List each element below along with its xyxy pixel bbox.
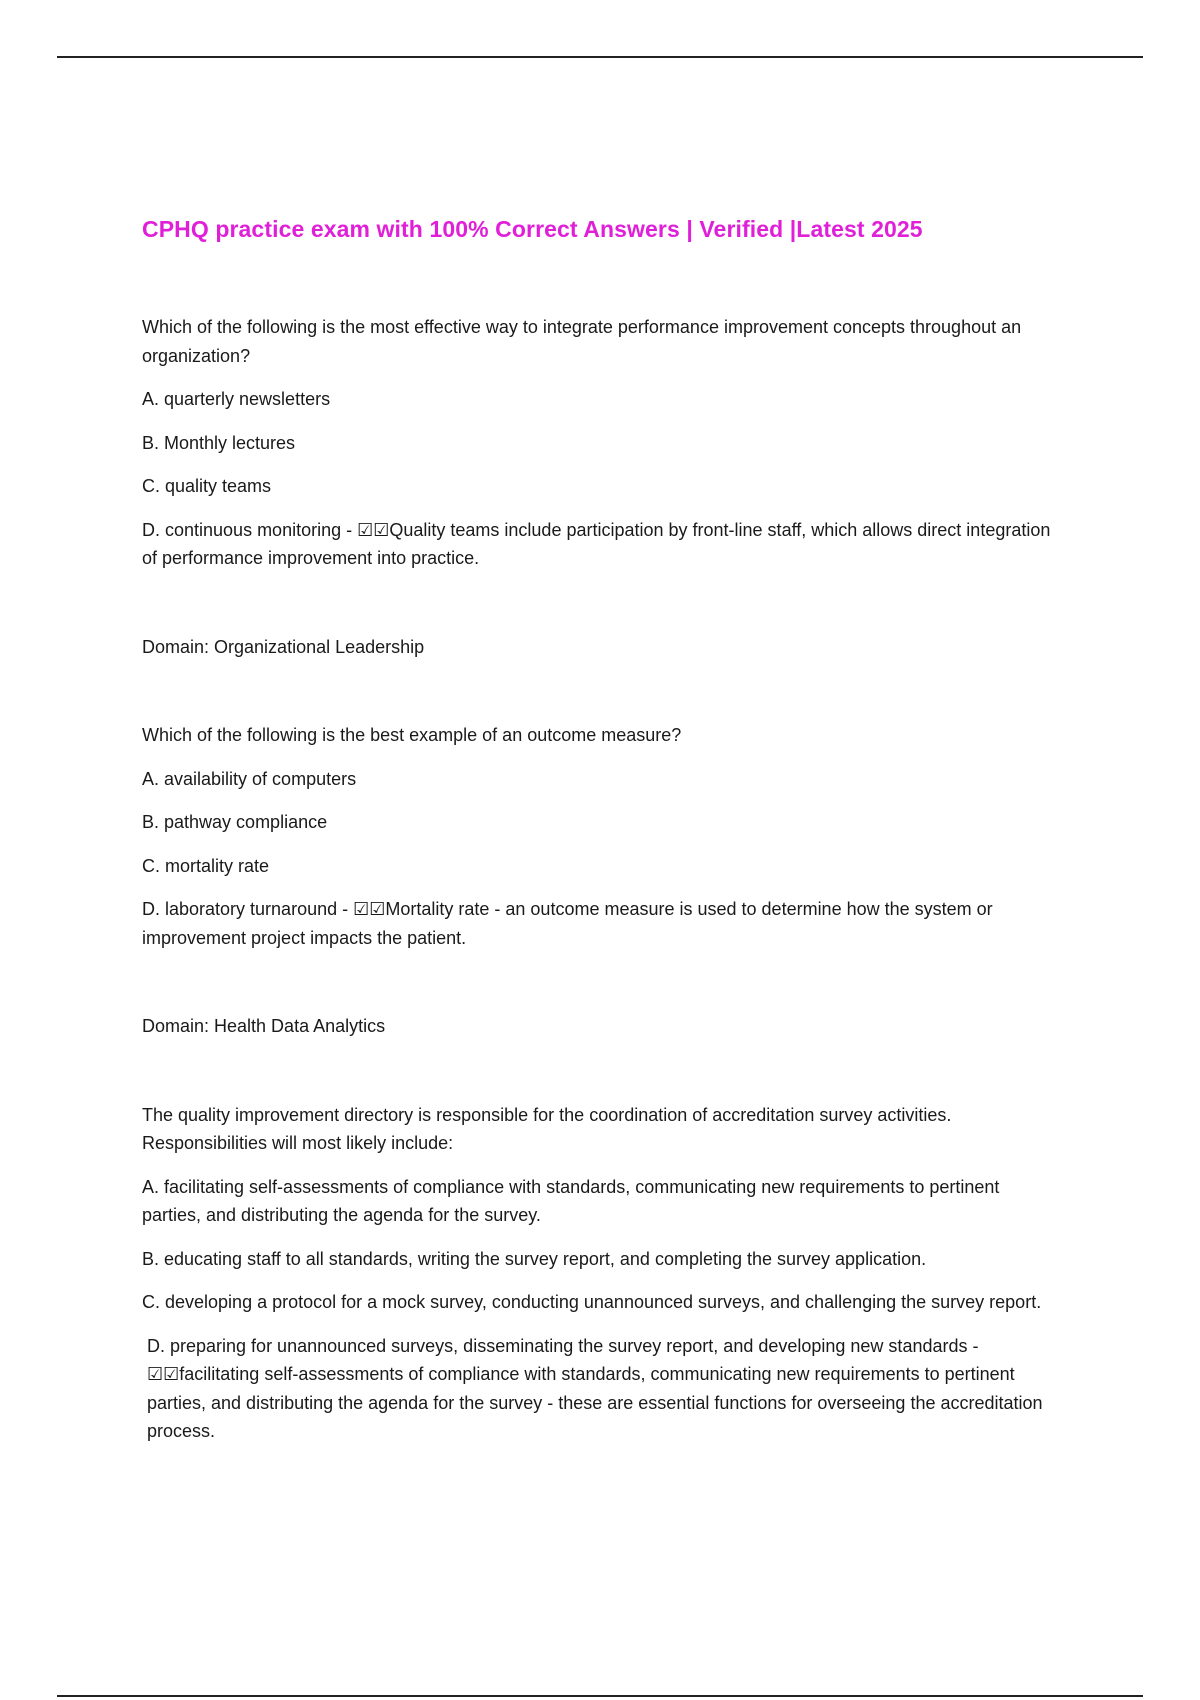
answer-option: C. mortality rate [142, 855, 270, 876]
answer-option: C. developing a protocol for a mock survey, conducting unannounced surveys, and challenging the survey report. [142, 1292, 1042, 1312]
answer-option: A. availability of computers [142, 768, 357, 789]
answer-option: B. educating staff to all standards, writing the survey report, and completing the survey application. [142, 1248, 927, 1269]
answer-option-with-rationale: D. preparing for unannounced surveys, disseminating the survey report, and developing new standards - ☑☑facilitating self-assessments of compliance with standards, communicating new requirements to pertinent parties, and distributing the agenda for the survey - these are essential functions for overseeing the accreditation process. [147, 1335, 1043, 1441]
bottom-rule [57, 1695, 1143, 1697]
document-title: CPHQ practice exam with 100% Correct Answers | Verified |Latest 2025 [142, 216, 923, 242]
top-rule [57, 56, 1143, 58]
answer-option-with-rationale: D. continuous monitoring - ☑☑Quality teams include participation by front-line staff, which allows direct integration of performance improvement into practice. [142, 519, 1051, 568]
answer-option: C. quality teams [142, 476, 272, 496]
question-stem: The quality improvement directory is responsible for the coordination of accreditation survey activities. Responsibilities will most likely include: [142, 1104, 952, 1153]
answer-option: A. facilitating self-assessments of compliance with standards, communicating new requirements to pertinent parties, and distributing the agenda for the survey. [142, 1176, 1000, 1225]
question-block [142, 1101, 1062, 1446]
answer-option: B. Monthly lectures [142, 432, 296, 453]
answer-option: B. pathway compliance [142, 812, 328, 832]
answer-option-with-rationale: D. laboratory turnaround - ☑☑Mortality rate - an outcome measure is used to determine how the system or improvement project impacts the patient. [142, 899, 993, 948]
document-body [142, 216, 1062, 1461]
domain-label: Domain: Organizational Leadership [142, 636, 425, 657]
answer-option: A. quarterly newsletters [142, 389, 331, 409]
question-stem: Which of the following is the most effective way to integrate performance improvement concepts throughout an organization? [142, 317, 1022, 366]
question-stem: Which of the following is the best example of an outcome measure? [142, 725, 682, 745]
domain-label: Domain: Health Data Analytics [142, 1016, 386, 1036]
question-block [142, 721, 1062, 1041]
question-block [142, 313, 1062, 661]
